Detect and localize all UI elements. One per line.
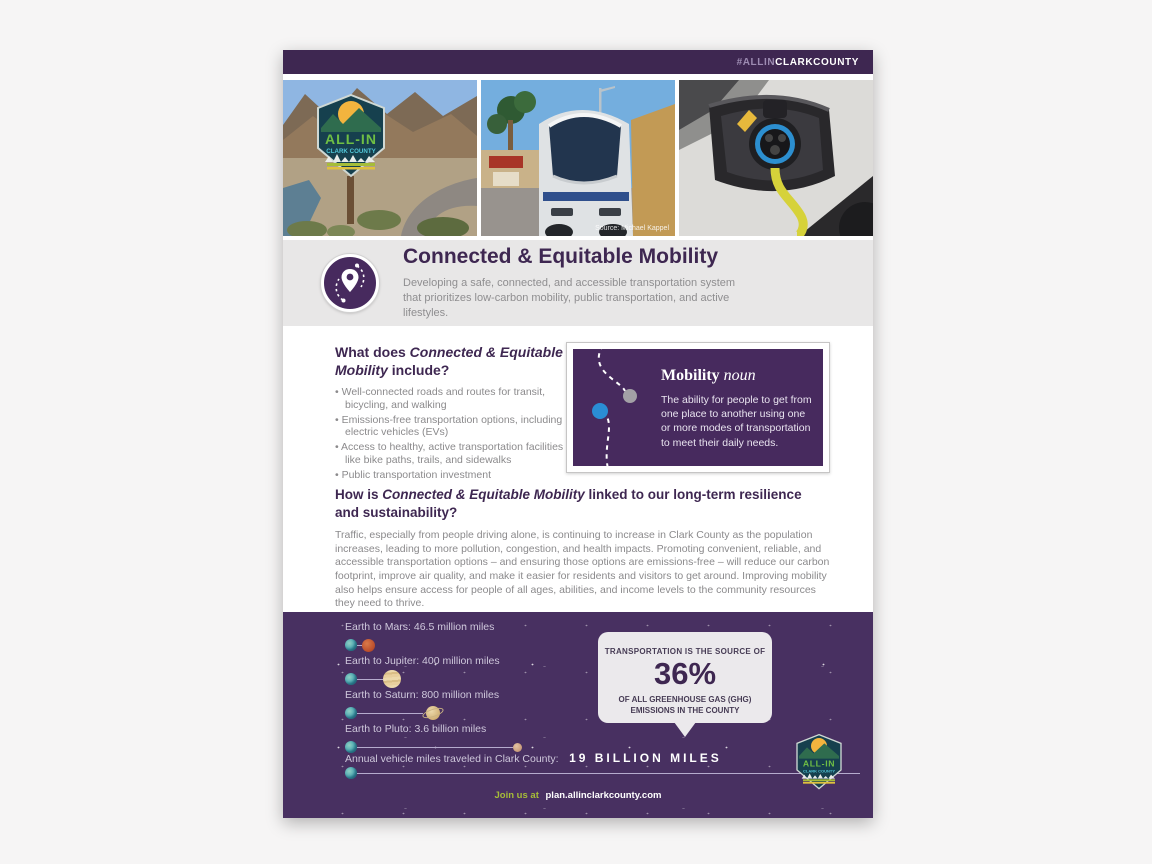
distance-line xyxy=(357,747,513,748)
badge-logo-line2: CLARK COUNTY xyxy=(803,768,835,774)
bus-photo-illustration xyxy=(481,80,675,236)
mobility-pin-icon xyxy=(321,254,379,312)
distance-graphic xyxy=(345,636,494,654)
ghg-stat-callout xyxy=(598,632,772,723)
resilience-heading-italic: Connected & Equitable Mobility xyxy=(382,487,585,502)
photo-transit-bus xyxy=(481,80,675,236)
distance-label: Earth to Pluto: 3.6 billion miles xyxy=(345,723,487,735)
annual-miles-value: 19 BILLION MILES xyxy=(569,751,722,765)
distance-label: Earth to Mars: 46.5 million miles xyxy=(345,621,495,633)
badge-logo-line1: ALL-IN xyxy=(802,758,836,769)
distance-graphic xyxy=(345,670,500,688)
footer-url-link[interactable]: plan.allinclarkcounty.com xyxy=(545,790,662,801)
bullet-item: • Access to healthy, active transportation facilities like bike paths, trails, and sidewalks xyxy=(335,441,570,467)
stat-detail-text: OF ALL GREENHOUSE GAS (GHG) EMISSIONS IN THE COUNTY xyxy=(618,694,752,715)
mobility-definition-card xyxy=(566,342,830,473)
include-heading-suffix: include? xyxy=(387,362,450,379)
footer-join-text: Join us at xyxy=(494,790,539,801)
annual-miles-row xyxy=(345,749,722,767)
hashtag-bold: CLARKCOUNTY xyxy=(775,56,859,68)
include-heading-prefix: What does xyxy=(335,344,410,360)
bullet-item: • Well-connected roads and routes for transit, bicycling, and walking xyxy=(335,386,570,412)
earth-icon xyxy=(345,707,357,719)
distance-label: Earth to Jupiter: 400 million miles xyxy=(345,655,500,667)
distance-graphic xyxy=(345,704,499,722)
annual-miles-line xyxy=(357,773,860,774)
page-title: Connected & Equitable Mobility xyxy=(403,245,719,269)
mobility-definition: The ability for people to get from one place to another using one or more modes of transportation to meet their daily needs. xyxy=(661,394,812,449)
mobility-part-of-speech: noun xyxy=(723,367,756,384)
main-content xyxy=(283,326,873,612)
dashed-route-icon xyxy=(573,349,663,466)
stat-intro-text: TRANSPORTATION IS THE SOURCE OF xyxy=(604,647,766,656)
distance-label: Earth to Saturn: 800 million miles xyxy=(345,689,500,701)
resilience-heading-prefix: How is xyxy=(335,487,383,502)
ev-photo-illustration xyxy=(679,80,873,236)
jupiter-icon xyxy=(383,670,401,688)
distance-row-saturn xyxy=(345,689,499,722)
mobility-term xyxy=(661,367,756,385)
desert-photo-illustration xyxy=(283,80,477,236)
earth-icon xyxy=(345,639,357,651)
resilience-heading xyxy=(335,486,805,522)
sign-logo-line2: CLARK COUNTY xyxy=(326,148,376,155)
include-bullet-list xyxy=(335,386,570,484)
space-infographic-section xyxy=(283,612,873,818)
distance-line xyxy=(357,679,383,680)
stat-percentage: 36% xyxy=(653,656,717,691)
photo-desert-sign xyxy=(283,80,477,236)
all-in-clark-county-logo xyxy=(795,734,843,790)
hashtag-prefix: #ALLIN xyxy=(736,56,776,68)
page-subtitle: Developing a safe, connected, and accessible transportation system that prioritizes low-carbon mobility, public transportation, and active lifestyles. xyxy=(403,277,736,319)
photo-ev-charging xyxy=(679,80,873,236)
resilience-paragraph: Traffic, especially from people driving alone, is continuing to increase in Clark County as the population increases, leading to more pollution, congestion, and health impacts. Promoting convenient, reliable, and accessible transportation options – and ensuring those options are emissions-free – will reduce our carbon footprint, improve air quality, and make it easier for residents and visitors to get around. Improving mobility also helps ensure access for people of all ages, abilities, and income levels to the community resources they need to thrive. xyxy=(335,529,830,610)
photo-strip xyxy=(283,80,873,236)
distance-line xyxy=(357,713,423,714)
include-heading-italic: Connected & Equitable Mobility xyxy=(335,344,563,379)
earth-icon xyxy=(345,767,357,779)
flyer-page xyxy=(283,50,873,818)
footer xyxy=(283,790,873,801)
saturn-icon xyxy=(423,704,443,722)
all-in-clark-county-sign xyxy=(318,95,384,176)
section-header-band xyxy=(283,240,873,326)
distance-row-mars xyxy=(345,621,494,654)
mobility-card-inner xyxy=(573,349,823,466)
mobility-term-word: Mobility xyxy=(661,367,720,384)
section-header-text xyxy=(403,245,748,321)
include-heading xyxy=(335,343,570,379)
distance-row-jupiter xyxy=(345,655,500,688)
photo-credit-caption: Source: Michael Kappel xyxy=(595,225,669,232)
annual-miles-label: Annual vehicle miles traveled in Clark County: xyxy=(345,753,559,765)
earth-icon xyxy=(345,673,357,685)
bullet-item: • Emissions-free transportation options, including electric vehicles (EVs) xyxy=(335,414,570,440)
top-bar xyxy=(283,50,873,74)
location-route-icon xyxy=(324,257,376,309)
sign-logo-line1: ALL-IN xyxy=(325,131,377,147)
badge-logo-icon xyxy=(795,734,843,790)
bullet-item: • Public transportation investment xyxy=(335,469,570,482)
mars-icon xyxy=(362,639,375,652)
resilience-heading-suffix: linked to our long-term resilience and sustainability? xyxy=(335,487,802,521)
